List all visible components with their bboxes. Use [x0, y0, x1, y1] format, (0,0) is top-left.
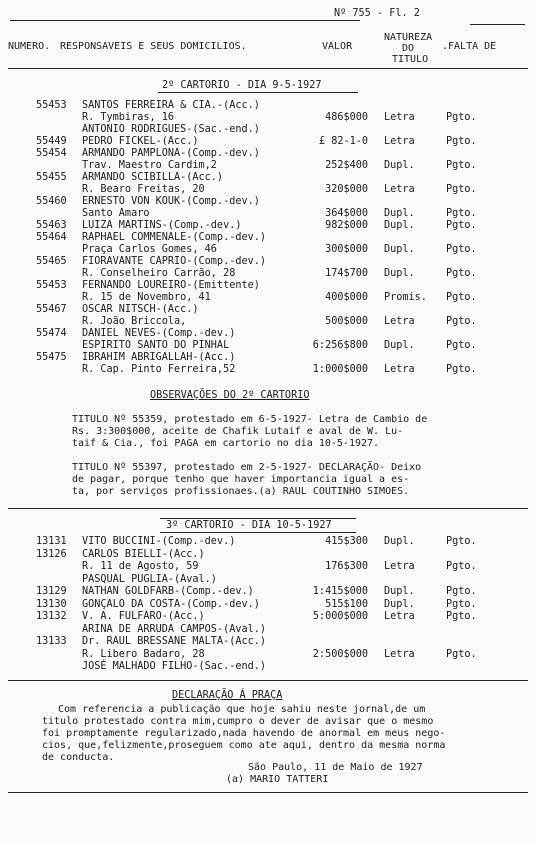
section1-row-12-text: Praça Carlos Gomes, 46 [82, 244, 217, 255]
section1-row-17-num: 55467 [36, 304, 67, 315]
section1-row-4-text: ARMANDO PAMPLONA-(Comp.-dev.) [82, 148, 260, 159]
section2-title-rule-top [160, 518, 356, 519]
section1-row-16-natureza: Promis. [384, 292, 427, 303]
observacoes-para2-line3: ta, por serviços profissionaes.(a) RAUL COUTINHO SIMOES. [72, 486, 410, 497]
section2-row-4-valor: 1:415$000 [312, 586, 368, 597]
header-rule [8, 68, 528, 69]
top-rule-right [470, 24, 525, 25]
section2-row-4-text: NATHAN GOLDFARB-(Comp.-dev.) [82, 586, 254, 597]
section1-row-7-text: R. Bearo Freitas, 20 [82, 184, 205, 195]
section2-row-4-falta: Pgto. [446, 586, 477, 597]
section2-row-9-natureza: Letra [384, 648, 415, 660]
observacoes-para1-line2: Rs. 3:300$000, aceite de Chafik Lutaif e aval de W. Lu- [72, 426, 404, 437]
section1-row-3-text: PEDRO FICKEL-(Acc.) [82, 136, 199, 147]
section1-row-5-natureza: Dupl. [384, 160, 415, 171]
section2-row-9-falta: Pgto. [446, 648, 477, 660]
header-natureza-3: TITULO [392, 54, 429, 65]
section1-row-2-text: ANTONIO RODRIGUES-(Sac.-end.) [82, 124, 260, 135]
section1-row-1-text: R. Tymbiras, 16 [82, 112, 175, 123]
header-numero: NUMERO. [8, 41, 51, 52]
header-natureza-2: DO [402, 43, 415, 54]
section1-row-10-valor: 982$000 [325, 220, 368, 231]
section1-row-6-text: ARMANDO SCIBILLA-(Acc.) [82, 172, 224, 183]
section2-row-6-falta: Pgto. [446, 611, 477, 622]
section1-row-9-text: Santo Amaro [82, 208, 150, 219]
section1-row-15-num: 55453 [36, 280, 67, 291]
section2-row-0-text: VITO BUCCINI-(Comp.-dev.) [82, 536, 236, 547]
section1-row-6-num: 55455 [36, 172, 67, 183]
section1-row-9-falta: Pgto. [446, 208, 477, 219]
section1-row-18-natureza: Letra [384, 316, 415, 327]
section1-row-16-text: R. 15 de Novembro, 41 [82, 292, 211, 303]
section1-row-14-text: R. Conselheiro Carrão, 28 [82, 268, 236, 279]
section1-row-1-falta: Pgto. [446, 112, 477, 123]
section2-row-0-num: 13131 [36, 536, 67, 547]
header-falta: .FALTA DE [442, 41, 497, 52]
section2-row-6-text: V. A. FULFARO-(Acc.) [82, 611, 205, 622]
section1-row-7-natureza: Letra [384, 184, 415, 195]
declaracao-title: DECLARAÇÃO Á PRAÇA [172, 690, 283, 701]
section1-row-0-num: 55453 [36, 100, 67, 111]
section1-row-22-valor: 1:000$000 [312, 364, 368, 375]
section1-row-10-text: LUIZA MARTINS-(Comp.-dev.) [82, 220, 242, 231]
header-valor: VALOR [322, 41, 353, 52]
section1-row-18-falta: Pgto. [446, 316, 477, 327]
section2-row-8-num: 13133 [36, 636, 67, 647]
section1-row-17-text: OSCAR NITSCH-(Acc.) [82, 304, 199, 315]
section1-row-5-text: Trav. Maestro Cardim,2 [82, 160, 217, 171]
section2-row-8-text: Dr. RAUL BRESSANE MALTA-(Acc.) [82, 636, 267, 647]
section1-row-3-natureza: Letra [384, 136, 415, 147]
section2-row-2-falta: Pgto. [446, 561, 477, 572]
section1-row-4-num: 55454 [36, 148, 67, 159]
section1-row-0-text: SANTOS FERREIRA & CIA.-(Acc.) [82, 100, 260, 111]
declaracao-line1: Com referencia a publicação que hoje sahiu neste jornal,de um [58, 704, 426, 715]
section1-row-15-text: FERNANDO LOUREIRO-(Emittente) [82, 280, 260, 291]
section2-row-0-falta: Pgto. [446, 536, 477, 547]
observacoes-para1-line3: taif & Cia., foi PAGA em cartorio no dia 10-5-1927. [72, 438, 380, 449]
section1-row-20-falta: Pgto. [446, 340, 477, 351]
section1-row-10-natureza: Dupl. [384, 220, 415, 231]
section2-row-2-text: R. 11 de Agosto, 59 [82, 561, 199, 572]
section1-row-14-falta: Pgto. [446, 268, 477, 279]
section1-row-18-valor: 500$000 [325, 316, 368, 327]
section1-row-14-valor: 174$700 [325, 268, 368, 279]
section1-row-20-natureza: Dupl. [384, 340, 415, 351]
section1-row-8-text: ERNESTO VON KOUK-(Comp.-dev.) [82, 196, 260, 207]
section2-row-5-natureza: Dupl. [384, 598, 415, 610]
section1-row-5-falta: Pgto. [446, 160, 477, 171]
observacoes-para1-line1: TITULO Nº 55359, protestado em 6-5-1927- Letra de Cambio de [72, 414, 428, 425]
section2-row-10-text: JOSÉ MALHADO FILHO-(Sac.-end.) [82, 661, 267, 672]
declaracao-line4: cios, que,felizmente,proseguem como ate aqui, dentro da mesma norma [42, 740, 446, 751]
section2-row-4-num: 13129 [36, 586, 67, 597]
section2-row-4-natureza: Dupl. [384, 586, 415, 597]
section2-row-1-text: CARLOS BIELLI-(Acc.) [82, 548, 205, 560]
section1-row-5-valor: 252$400 [325, 160, 368, 171]
section1-row-20-valor: 6:256$800 [312, 340, 368, 351]
section1-row-3-valor: £ 82-1-0 [318, 136, 368, 147]
section1-row-19-num: 55474 [36, 328, 67, 339]
declaracao-line2: titulo protestado contra mim,cumpro o dever de avisar que o mesmo [42, 716, 434, 727]
top-rule [10, 20, 360, 21]
section2-row-2-valor: 176$300 [325, 561, 368, 572]
section1-row-12-valor: 300$000 [325, 244, 368, 255]
section1-row-3-num: 55449 [36, 136, 67, 147]
section2-row-5-text: GONÇALO DA COSTA-(Comp.-dev.) [82, 598, 260, 610]
section1-title: 2º CARTORIO - DIA 9-5-1927 [162, 80, 322, 91]
section2-row-7-text: ARINA DE ARRUDA CAMPOS-(Aval.) [82, 623, 267, 635]
declaracao-place-date: São Paulo, 11 de Maio de 1927 [248, 762, 423, 773]
observacoes-title: OBSERVAÇÕES DO 2º CARTORIO [150, 390, 310, 401]
header-responsaveis: RESPONSAVEIS E SEUS DOMICILIOS. [60, 41, 247, 52]
section2-rule [8, 680, 528, 681]
section1-row-9-natureza: Dupl. [384, 208, 415, 219]
section2-row-5-falta: Pgto. [446, 598, 477, 610]
section1-row-1-natureza: Letra [384, 112, 415, 123]
section1-row-22-falta: Pgto. [446, 364, 477, 375]
section1-row-16-falta: Pgto. [446, 292, 477, 303]
section2-row-5-num: 13130 [36, 598, 67, 610]
section2-row-6-natureza: Letra [384, 611, 415, 622]
declaracao-signature: (a) MARIO TATTERI [226, 774, 329, 785]
section1-row-7-valor: 320$000 [325, 184, 368, 195]
section2-row-6-valor: 5:000$000 [312, 611, 368, 622]
section1-row-11-text: RAPHAEL COMMENALE-(Comp.-dev.) [82, 232, 267, 243]
section1-row-16-valor: 400$000 [325, 292, 368, 303]
section2-title: 3º CARTORIO - DIA 10-5-1927 [166, 520, 332, 531]
section1-row-20-text: ESPIRITO SANTO DO PINHAL [82, 340, 230, 351]
section2-row-9-text: R. Libero Badaro, 28 [82, 648, 205, 660]
section1-row-19-text: DANIEL NEVES-(Comp.-dev.) [82, 328, 236, 339]
section1-row-3-falta: Pgto. [446, 136, 477, 147]
observacoes-para2-line1: TITULO Nº 55397, protestado em 2-5-1927- DECLARAÇÃO- Deixo [72, 462, 422, 473]
header-natureza-1: NATUREZA [384, 32, 433, 43]
section1-row-12-falta: Pgto. [446, 244, 477, 255]
bottom-rule [8, 792, 528, 793]
section1-row-22-text: R. Cap. Pinto Ferreira,52 [82, 364, 236, 375]
section1-row-18-text: R. João Briccola, [82, 316, 187, 327]
declaracao-line3: foi promptamente regularizado,nada havendo de anormal em meus nego- [42, 728, 446, 739]
observacoes-rule [8, 508, 528, 509]
section2-row-5-valor: 515$100 [325, 598, 368, 610]
section1-row-21-text: IBRAHIM ABRIGALLAH-(Acc.) [82, 352, 236, 363]
section1-row-10-falta: Pgto. [446, 220, 477, 231]
section1-row-14-natureza: Dupl. [384, 268, 415, 279]
section1-row-11-num: 55464 [36, 232, 67, 243]
section1-row-13-text: FIORAVANTE CAPRIO-(Comp.-dev.) [82, 256, 267, 267]
section2-row-2-natureza: Letra [384, 561, 415, 572]
section1-row-8-num: 55460 [36, 196, 67, 207]
section1-row-9-valor: 364$000 [325, 208, 368, 219]
section2-row-0-valor: 415$300 [325, 536, 368, 547]
section2-row-1-num: 13126 [36, 548, 67, 560]
section1-row-22-natureza: Letra [384, 364, 415, 375]
section1-row-1-valor: 486$000 [325, 112, 368, 123]
section1-row-21-num: 55475 [36, 352, 67, 363]
section2-row-9-valor: 2:500$000 [312, 648, 368, 660]
declaracao-line5: de conducta. [42, 752, 115, 763]
section2-row-3-text: PASQUAL PUGLIA-(Aval.) [82, 573, 217, 585]
section1-row-10-num: 55463 [36, 220, 67, 231]
section2-row-6-num: 13132 [36, 611, 67, 622]
page-number: Nº 755 - Fl. 2 [334, 8, 420, 19]
section1-title-rule [158, 92, 358, 93]
section1-row-12-natureza: Dupl. [384, 244, 415, 255]
section2-row-0-natureza: Dupl. [384, 536, 415, 547]
observacoes-para2-line2: de pagar, porque tenho que haver importancia igual a es- [72, 474, 410, 485]
section1-row-13-num: 55465 [36, 256, 67, 267]
section2-title-rule [160, 532, 356, 533]
section1-row-7-falta: Pgto. [446, 184, 477, 195]
